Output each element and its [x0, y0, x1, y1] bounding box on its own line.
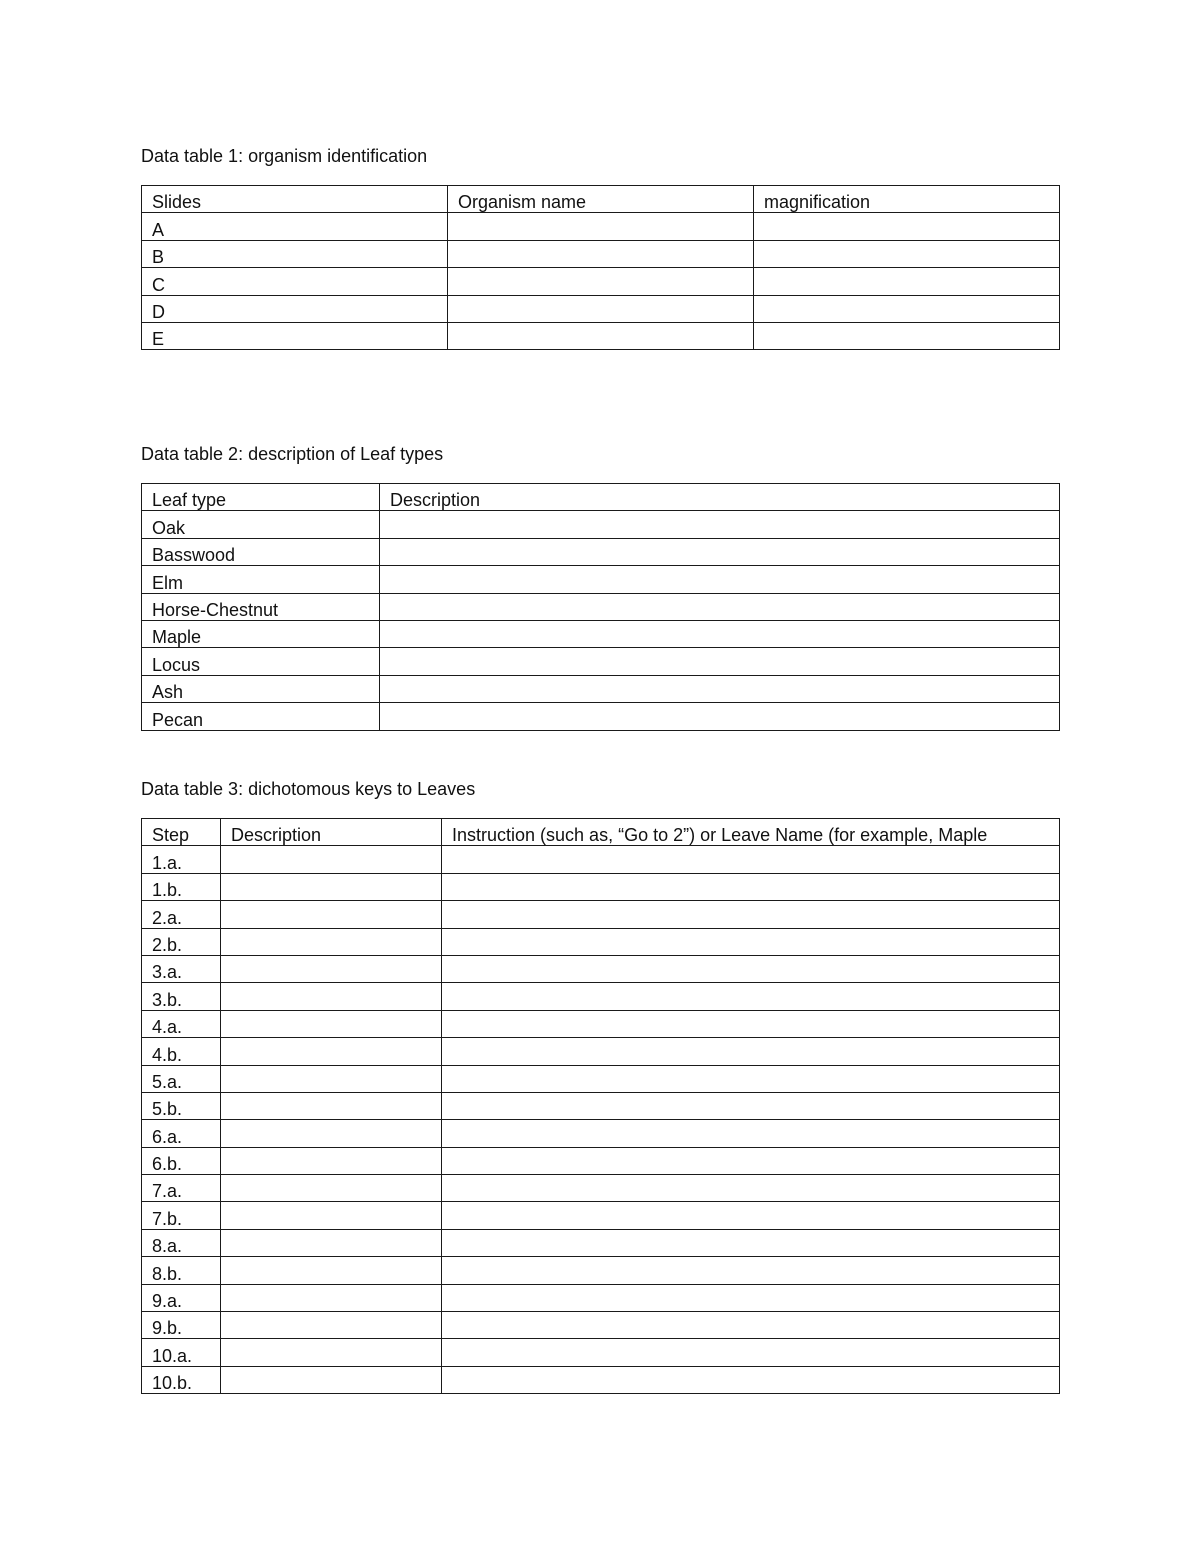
table-row — [142, 295, 1060, 322]
row-label: 3.a. — [142, 955, 221, 982]
blank-cell[interactable] — [442, 1092, 1060, 1119]
blank-cell[interactable] — [221, 1092, 442, 1119]
table-row — [142, 675, 1060, 702]
blank-cell[interactable] — [380, 675, 1060, 702]
row-label: 5.a. — [142, 1065, 221, 1092]
blank-cell[interactable] — [221, 1312, 442, 1339]
blank-cell[interactable] — [442, 1120, 1060, 1147]
table-row — [142, 1366, 1060, 1393]
row-label: 2.b. — [142, 928, 221, 955]
blank-cell[interactable] — [380, 511, 1060, 538]
blank-cell[interactable] — [448, 213, 754, 240]
table-row — [142, 1175, 1060, 1202]
header-instruction: Instruction (such as, “Go to 2”) or Leave Name (for example, Maple — [442, 819, 1060, 846]
row-label: 3.b. — [142, 983, 221, 1010]
blank-cell[interactable] — [442, 1257, 1060, 1284]
row-label: 7.b. — [142, 1202, 221, 1229]
table-row — [142, 1065, 1060, 1092]
table-row — [142, 1229, 1060, 1256]
table-row — [142, 873, 1060, 900]
blank-cell[interactable] — [221, 1175, 442, 1202]
blank-cell[interactable] — [754, 322, 1060, 349]
table-row — [142, 901, 1060, 928]
blank-cell[interactable] — [442, 1366, 1060, 1393]
table-row — [142, 593, 1060, 620]
row-label: 7.a. — [142, 1175, 221, 1202]
table-row — [142, 1202, 1060, 1229]
table-row — [142, 322, 1060, 349]
blank-cell[interactable] — [442, 983, 1060, 1010]
blank-cell[interactable] — [448, 268, 754, 295]
table-row — [142, 213, 1060, 240]
table-header-row — [142, 484, 1060, 511]
table-row — [142, 511, 1060, 538]
blank-cell[interactable] — [448, 240, 754, 267]
row-label: 5.b. — [142, 1092, 221, 1119]
blank-cell[interactable] — [754, 240, 1060, 267]
blank-cell[interactable] — [754, 295, 1060, 322]
table-row — [142, 983, 1060, 1010]
header-step: Step — [142, 819, 221, 846]
table-row — [142, 1339, 1060, 1366]
blank-cell[interactable] — [221, 1284, 442, 1311]
blank-cell[interactable] — [221, 1147, 442, 1174]
header-slides: Slides — [142, 186, 448, 213]
blank-cell[interactable] — [221, 1038, 442, 1065]
blank-cell[interactable] — [380, 648, 1060, 675]
blank-cell[interactable] — [221, 928, 442, 955]
blank-cell[interactable] — [442, 955, 1060, 982]
header-magnification: magnification — [754, 186, 1060, 213]
blank-cell[interactable] — [221, 1257, 442, 1284]
blank-cell[interactable] — [221, 846, 442, 873]
table-row — [142, 648, 1060, 675]
row-label: Elm — [142, 566, 380, 593]
table-row — [142, 1312, 1060, 1339]
table-header-row — [142, 186, 1060, 213]
row-label: E — [142, 322, 448, 349]
blank-cell[interactable] — [442, 1147, 1060, 1174]
blank-cell[interactable] — [380, 593, 1060, 620]
table-row — [142, 620, 1060, 647]
blank-cell[interactable] — [442, 928, 1060, 955]
blank-cell[interactable] — [380, 566, 1060, 593]
row-label: Ash — [142, 675, 380, 702]
blank-cell[interactable] — [221, 955, 442, 982]
table-row — [142, 955, 1060, 982]
table-row — [142, 928, 1060, 955]
blank-cell[interactable] — [442, 1202, 1060, 1229]
header-description: Description — [380, 484, 1060, 511]
blank-cell[interactable] — [754, 213, 1060, 240]
blank-cell[interactable] — [221, 1120, 442, 1147]
row-label: 4.b. — [142, 1038, 221, 1065]
dichotomous-key-table — [141, 818, 1060, 1394]
row-label: 4.a. — [142, 1010, 221, 1037]
blank-cell[interactable] — [221, 1010, 442, 1037]
blank-cell[interactable] — [442, 1284, 1060, 1311]
blank-cell[interactable] — [442, 1010, 1060, 1037]
blank-cell[interactable] — [442, 846, 1060, 873]
row-label: Horse-Chestnut — [142, 593, 380, 620]
blank-cell[interactable] — [221, 983, 442, 1010]
table-row — [142, 1284, 1060, 1311]
row-label: 10.a. — [142, 1339, 221, 1366]
table-row — [142, 538, 1060, 565]
table-row — [142, 1120, 1060, 1147]
row-label: 6.b. — [142, 1147, 221, 1174]
blank-cell[interactable] — [442, 1339, 1060, 1366]
table-row — [142, 566, 1060, 593]
row-label: D — [142, 295, 448, 322]
table3-caption: Data table 3: dichotomous keys to Leaves — [141, 779, 476, 799]
table-row — [142, 240, 1060, 267]
row-label: 6.a. — [142, 1120, 221, 1147]
blank-cell[interactable] — [221, 1229, 442, 1256]
row-label: Basswood — [142, 538, 380, 565]
table1-caption: Data table 1: organism identification — [141, 146, 428, 166]
blank-cell[interactable] — [442, 901, 1060, 928]
row-label: Locus — [142, 648, 380, 675]
row-label: B — [142, 240, 448, 267]
row-label: A — [142, 213, 448, 240]
table-row — [142, 703, 1060, 730]
table-row — [142, 1092, 1060, 1119]
blank-cell[interactable] — [442, 1038, 1060, 1065]
table-row — [142, 1010, 1060, 1037]
blank-cell[interactable] — [380, 538, 1060, 565]
blank-cell[interactable] — [221, 1202, 442, 1229]
table-row — [142, 1038, 1060, 1065]
header-organism-name: Organism name — [448, 186, 754, 213]
table-row — [142, 846, 1060, 873]
header-leaf-type: Leaf type — [142, 484, 380, 511]
row-label: 9.a. — [142, 1284, 221, 1311]
table-header-row — [142, 819, 1060, 846]
row-label: 1.b. — [142, 873, 221, 900]
blank-cell[interactable] — [442, 873, 1060, 900]
leaf-types-table — [141, 483, 1060, 731]
row-label: Maple — [142, 620, 380, 647]
blank-cell[interactable] — [448, 295, 754, 322]
blank-cell[interactable] — [448, 322, 754, 349]
blank-cell[interactable] — [221, 1065, 442, 1092]
row-label: 8.a. — [142, 1229, 221, 1256]
row-label: Oak — [142, 511, 380, 538]
organism-identification-table — [141, 185, 1060, 350]
blank-cell[interactable] — [754, 268, 1060, 295]
row-label: C — [142, 268, 448, 295]
blank-cell[interactable] — [380, 620, 1060, 647]
blank-cell[interactable] — [221, 1366, 442, 1393]
row-label: 10.b. — [142, 1366, 221, 1393]
row-label: 8.b. — [142, 1257, 221, 1284]
blank-cell[interactable] — [380, 703, 1060, 730]
row-label: 1.a. — [142, 846, 221, 873]
blank-cell[interactable] — [221, 901, 442, 928]
blank-cell[interactable] — [221, 1339, 442, 1366]
header-description: Description — [221, 819, 442, 846]
blank-cell[interactable] — [442, 1175, 1060, 1202]
blank-cell[interactable] — [442, 1312, 1060, 1339]
table-row — [142, 1257, 1060, 1284]
blank-cell[interactable] — [442, 1065, 1060, 1092]
row-label: Pecan — [142, 703, 380, 730]
table2-caption: Data table 2: description of Leaf types — [141, 444, 444, 464]
row-label: 9.b. — [142, 1312, 221, 1339]
table-row — [142, 1147, 1060, 1174]
table-row — [142, 268, 1060, 295]
blank-cell[interactable] — [442, 1229, 1060, 1256]
blank-cell[interactable] — [221, 873, 442, 900]
row-label: 2.a. — [142, 901, 221, 928]
